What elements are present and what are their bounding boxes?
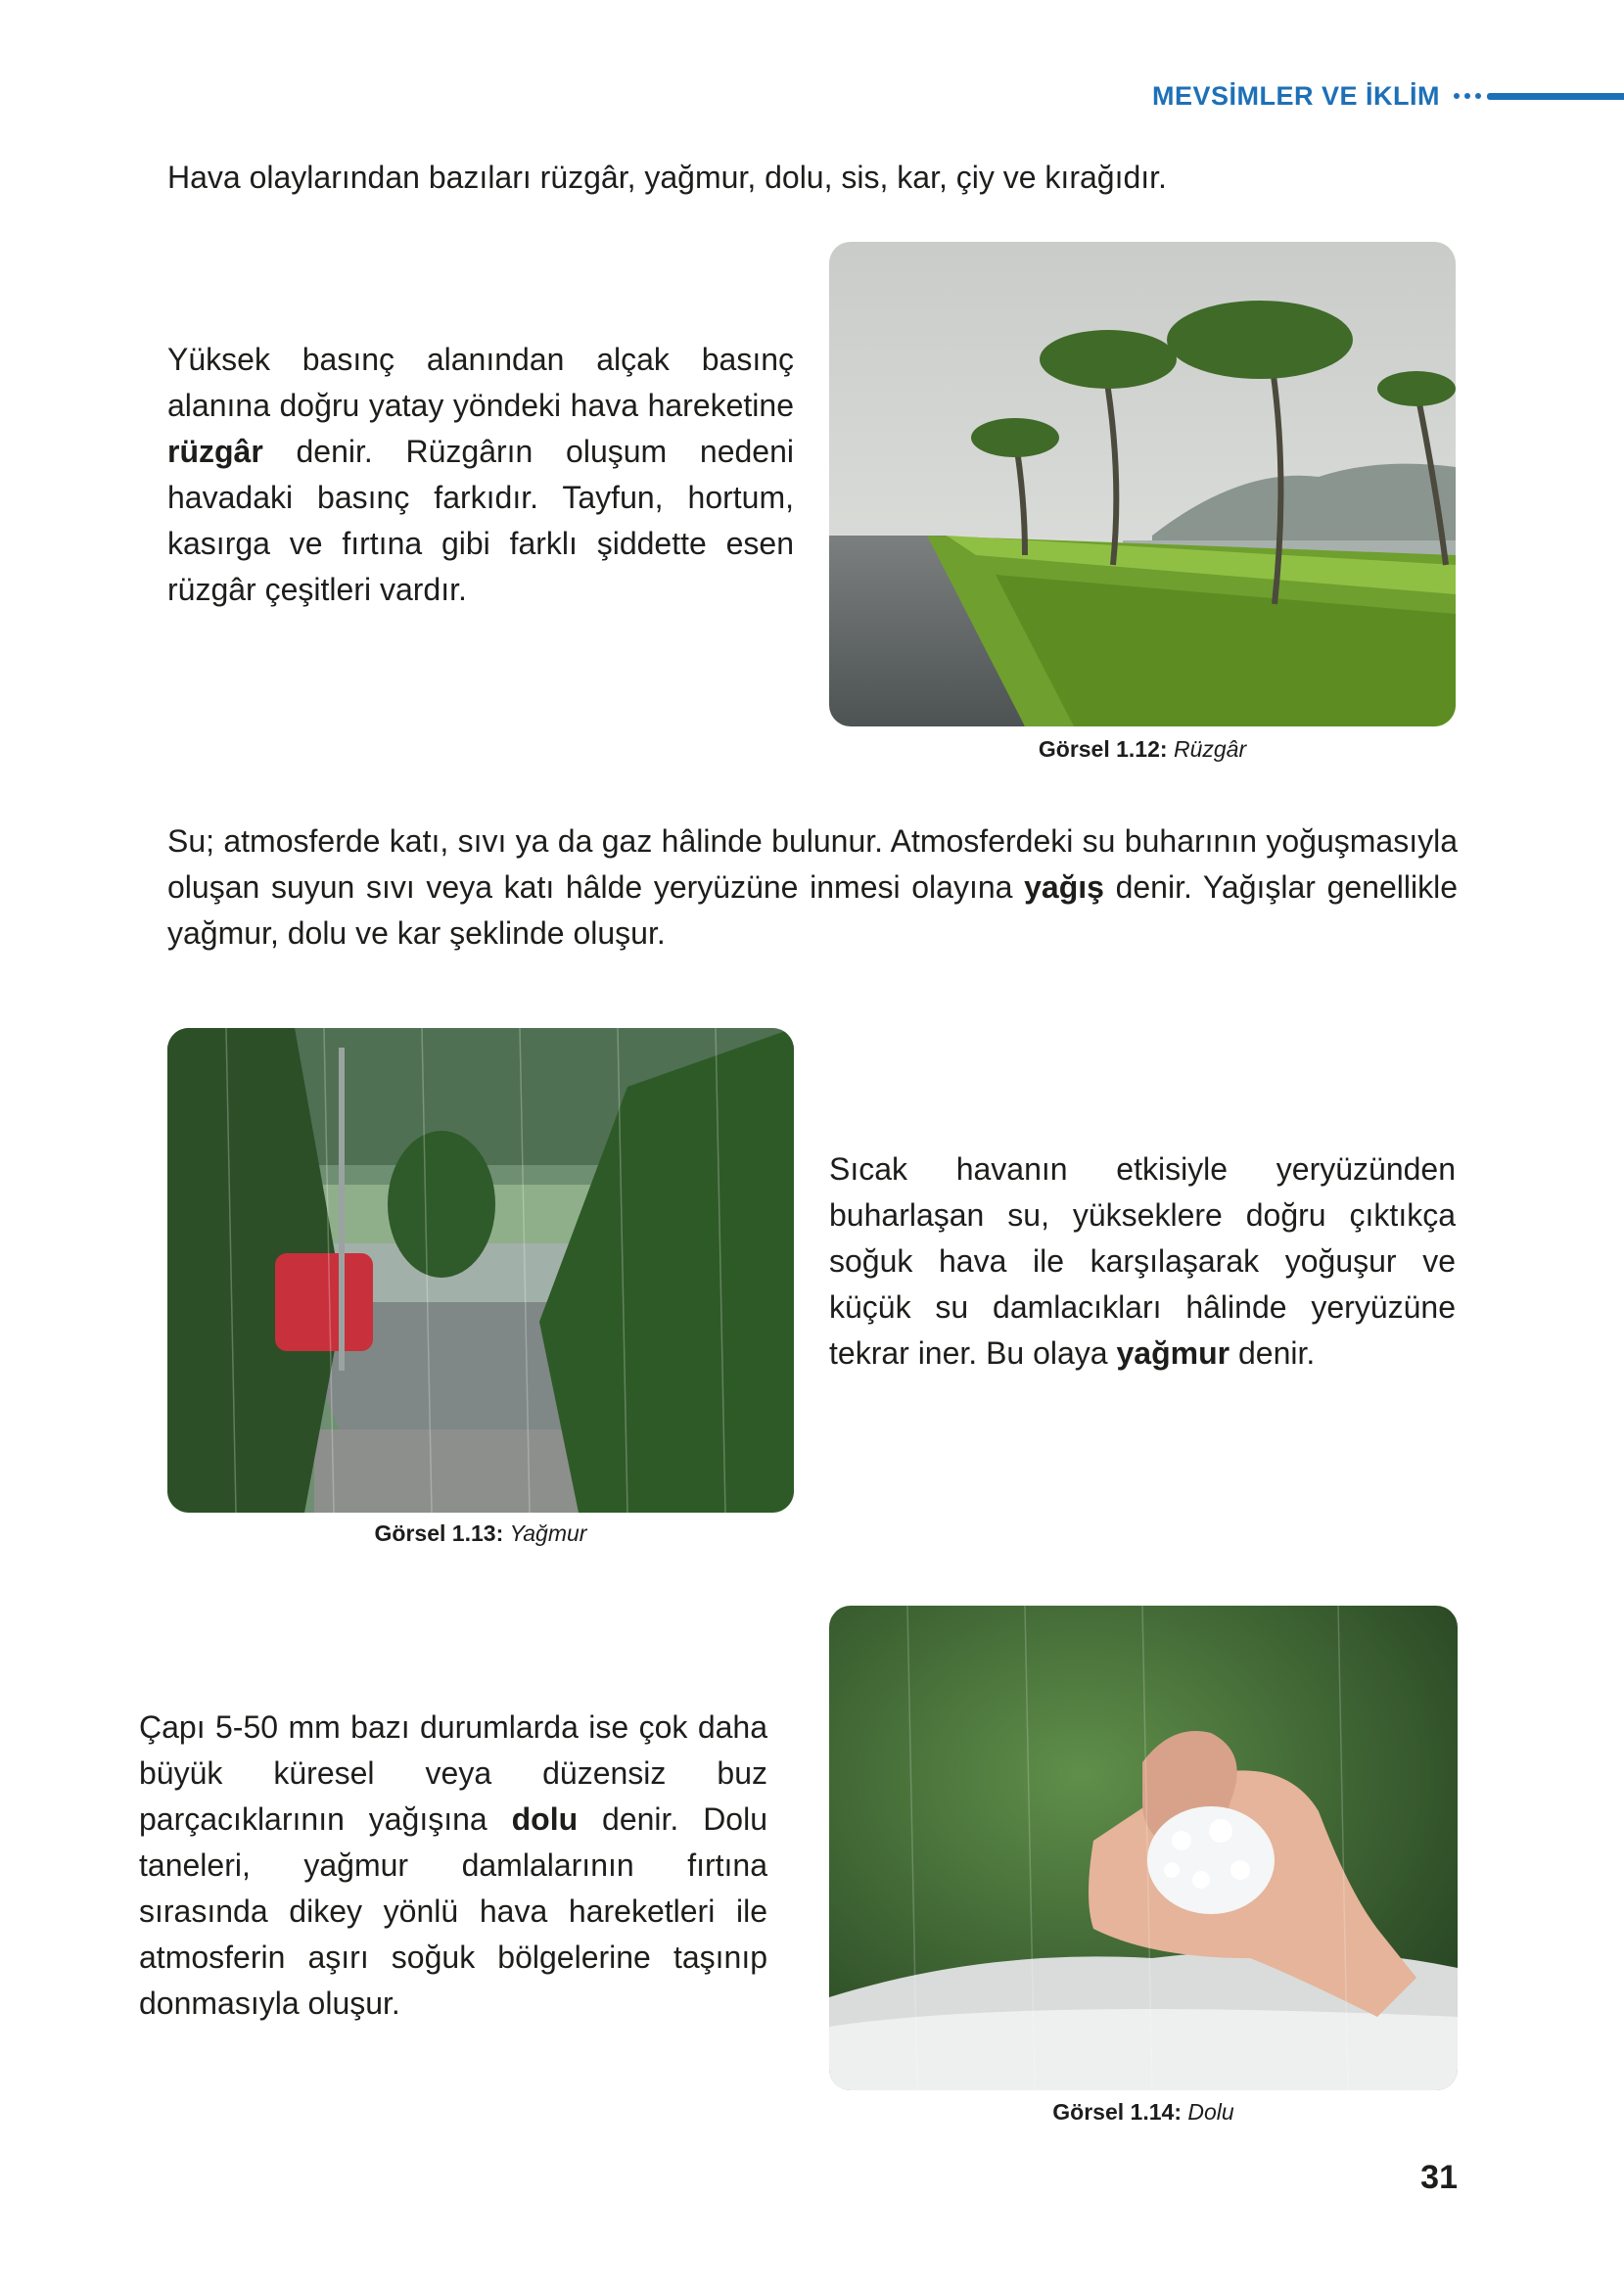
chapter-header	[1152, 76, 1624, 116]
rain-caption	[167, 1520, 794, 1547]
precipitation-term: yağış	[1024, 869, 1104, 905]
rain-paragraph	[829, 1146, 1456, 1377]
rain-photo	[167, 1028, 794, 1513]
rain-term: yağmur	[1116, 1335, 1230, 1371]
header-line-decoration	[1487, 93, 1624, 100]
precipitation-paragraph	[167, 818, 1458, 957]
header-dots-decoration	[1454, 93, 1481, 99]
hail-text-1: Çapı 5-50 mm bazı durumlarda ise çok daha büyük küresel veya düzensiz buz parçacıklarının yağışına	[139, 1709, 767, 1837]
page-number: 31	[1420, 2159, 1458, 2196]
hail-caption-name: Dolu	[1187, 2099, 1234, 2125]
hail-paragraph	[139, 1705, 767, 2027]
wind-caption	[829, 736, 1456, 763]
hail-caption	[829, 2099, 1458, 2126]
intro-paragraph: Hava olaylarından bazıları rüzgâr, yağmur, dolu, sis, kar, çiy ve kırağıdır.	[167, 160, 1167, 195]
hail-text-2: denir. Dolu taneleri, yağmur damlalarının fırtına sırasında dikey yönlü hava hareketleri ile atmosferin aşırı soğuk bölgelerine taşınıp donmasıyla oluşur.	[139, 1801, 767, 2021]
precipitation-text-1: Su; atmosferde katı, sıvı ya da gaz hâlinde bulunur. Atmosferdeki su buharının yoğuşmasıyla oluşan suyun sıvı veya katı hâlde yeryüzüne inmesi olayına	[167, 823, 1458, 905]
wind-text-1: Yüksek basınç alanından alçak basınç alanına doğru yatay yöndeki hava hareketine	[167, 342, 794, 423]
rain-caption-name: Yağmur	[509, 1520, 587, 1546]
wind-paragraph	[167, 337, 794, 613]
rain-text-1: Sıcak havanın etkisiyle yeryüzünden buharlaşan su, yükseklere doğru çıktıkça soğuk hava ile karşılaşarak yoğuşur ve küçük su damlacıkları hâlinde yeryüzüne tekrar iner. Bu olaya	[829, 1151, 1456, 1371]
hail-caption-label: Görsel 1.14:	[1052, 2099, 1182, 2125]
rain-caption-label: Görsel 1.13:	[374, 1520, 504, 1546]
hail-term: dolu	[511, 1801, 579, 1837]
precipitation-text-2: denir. Yağışlar genellikle yağmur, dolu ve kar şeklinde oluşur.	[167, 869, 1459, 951]
wind-photo	[829, 242, 1456, 726]
chapter-title: MEVSİMLER VE İKLİM	[1151, 80, 1440, 111]
rain-text-2: denir.	[1230, 1335, 1316, 1371]
wind-text-2: denir. Rüzgârın oluşum nedeni havadaki basınç farkıdır. Tayfun, hortum, kasırga ve fırtına gibi farklı şiddette esen rüzgâr çeşitleri vardır.	[167, 434, 794, 607]
wind-caption-name: Rüzgâr	[1173, 736, 1247, 762]
wind-term: rüzgâr	[167, 434, 263, 469]
hail-photo	[829, 1606, 1458, 2090]
wind-caption-label: Görsel 1.12:	[1038, 736, 1168, 762]
